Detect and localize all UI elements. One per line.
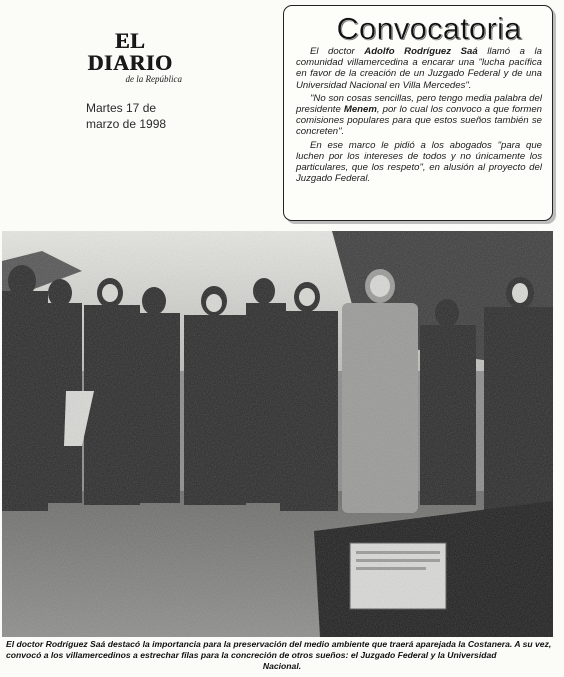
newspaper-tagline: de la República [125, 74, 182, 84]
newspaper-name: EL DIARIO [87, 28, 173, 75]
p2-text-b: , por lo cual los convoco a que formen comisiones populares para que estos sueños también se concreten". [296, 104, 542, 138]
p3-text-b: , en alusión al proyecto del Juzgado Federal. [296, 162, 542, 185]
newspaper-masthead [70, 30, 190, 84]
p1-person-name: Adolfo Rodríguez Saá [364, 46, 478, 57]
p1-text-b: llamó a la comunidad villamercedina a encarar una "lucha pacífica en favor de la creación de un Juzgado Federal y de una Universidad Nacional en Villa Mercedes". [296, 46, 542, 91]
box-paragraph-3 [296, 140, 542, 185]
p3-text-a: En ese marco le pidió a los abogados [310, 139, 498, 151]
caption-line-2: Nacional. [262, 660, 302, 671]
box-paragraph-1 [296, 46, 542, 91]
convocatoria-box [283, 5, 553, 221]
p2-text-a: "No son cosas sencillas, pero tengo media palabra del presidente [296, 92, 542, 116]
p1-text-a: El doctor [310, 46, 365, 57]
caption-line-1: El doctor Rodríguez Saá destacó la importancia para la preservación del medio ambiente que traerá aparejada la Costanera. A su vez, convocó a los villamercedinos a estrechar filas para la concreción de otros sueños: el Juzgado Federal y la Universidad [6, 639, 552, 660]
news-photo [2, 231, 553, 637]
crowd-photo-illustration [2, 231, 553, 637]
box-title: Convocatoria [336, 11, 522, 46]
publication-date [86, 100, 186, 132]
box-paragraph-2 [296, 93, 542, 138]
date-line-1: Martes 17 de [86, 101, 157, 115]
photo-caption [6, 639, 558, 671]
p3-quote: "para que luchen por los intereses de todos y no únicamente los particulares, que los respeto" [296, 139, 542, 174]
p2-person-name: Menem [343, 104, 377, 116]
date-line-2: marzo de 1998 [86, 117, 167, 131]
